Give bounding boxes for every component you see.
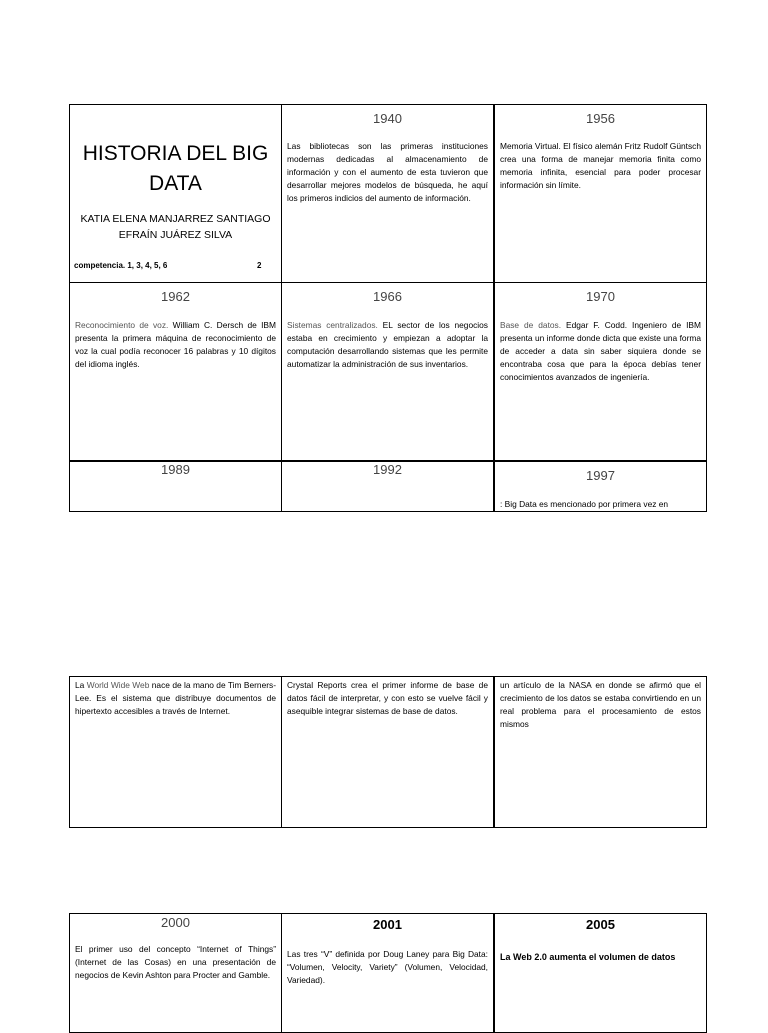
cell-1962 bbox=[69, 282, 282, 461]
lead-1970: Base de datos. bbox=[500, 320, 562, 330]
cell-2001 bbox=[281, 913, 494, 1033]
timeline-table-2 bbox=[69, 676, 707, 828]
text-nasa: un artículo de la NASA en donde se afirmó que el crecimiento de los datos se estaba convirtiendo en un real problema para el procesamiento de estos mismos bbox=[500, 680, 701, 729]
cell-1966 bbox=[281, 282, 494, 461]
timeline-table-3 bbox=[69, 913, 707, 1033]
year-2001: 2001 bbox=[373, 917, 402, 932]
text-crystal: Crystal Reports crea el primer informe de base de datos fácil de interpretar, y con esto se vuelve fácil y asequible integrar sistemas de base de datos. bbox=[287, 680, 488, 716]
cell-www bbox=[69, 676, 282, 828]
competencia-number: 2 bbox=[257, 261, 262, 270]
competencia-label: competencia. 1, 3, 4, 5, 6 bbox=[74, 261, 168, 270]
cell-1997 bbox=[494, 460, 707, 512]
cell-1940 bbox=[281, 104, 494, 283]
cell-nasa bbox=[494, 676, 707, 828]
text-www bbox=[75, 679, 276, 718]
author-2: EFRAÍN JUÁREZ SILVA bbox=[118, 229, 233, 241]
lead-www: World Wide Web bbox=[86, 680, 150, 690]
year-1962: 1962 bbox=[161, 289, 190, 304]
text-1940: Las bibliotecas son las primeras instituciones modernas dedicadas al almacenamiento de información y con el aumento de esta tuvieron que desarrollar mejores modelos de búsqueda, he aquí los primeros indicios del aumento de información. bbox=[287, 141, 488, 203]
cell-2005 bbox=[494, 913, 707, 1033]
pre-www: La bbox=[75, 680, 87, 690]
lead-1966: Sistemas centralizados. bbox=[287, 320, 378, 330]
cell-1970 bbox=[494, 282, 707, 461]
year-1940: 1940 bbox=[373, 111, 402, 126]
year-2000: 2000 bbox=[161, 915, 190, 930]
text-1966 bbox=[287, 319, 488, 371]
body-1966: EL sector de los negocios estaba en crecimiento y empiezan a adoptar la computación desarrollando sistemas que les permite automatizar la administración de sus inventarios. bbox=[287, 320, 488, 369]
year-1992: 1992 bbox=[373, 462, 402, 477]
authors bbox=[74, 211, 277, 243]
year-1989: 1989 bbox=[161, 462, 190, 477]
timeline-table-1 bbox=[69, 104, 707, 512]
year-1956: 1956 bbox=[586, 111, 615, 126]
year-1997: 1997 bbox=[586, 468, 615, 483]
body-www: nace de la mano de Tim Berners-Lee. Es el sistema que distribuye documentos de hipertexto accesibles a través de Internet. bbox=[75, 680, 276, 716]
cell-crystal bbox=[281, 676, 494, 828]
text-1962 bbox=[75, 319, 276, 371]
text-1956: Memoria Virtual. El físico alemán Fritz Rudolf Güntsch crea una forma de manejar memoria finita como memoria infinita, esencial para poder procesar información sin límite. bbox=[500, 141, 701, 190]
text-1997: : Big Data es mencionado por primera vez en bbox=[500, 499, 669, 509]
author-1: KATIA ELENA MANJARREZ SANTIAGO bbox=[80, 213, 271, 225]
document-title: HISTORIA DEL BIG DATA bbox=[82, 142, 269, 195]
cell-2000 bbox=[69, 913, 282, 1033]
text-2000: El primer uso del concepto “Internet of Things” (Internet de las Cosas) en una presentación de negocios de Kevin Ashton para Procter and Gamble. bbox=[75, 944, 276, 980]
cell-1956 bbox=[494, 104, 707, 283]
title-cell bbox=[69, 104, 282, 283]
text-2005: La Web 2.0 aumenta el volumen de datos bbox=[500, 952, 676, 962]
text-1970 bbox=[500, 319, 701, 384]
year-1970: 1970 bbox=[586, 289, 615, 304]
year-1966: 1966 bbox=[373, 289, 402, 304]
text-2001: Las tres “V” definida por Doug Laney para Big Data: “Volumen, Velocity, Variety” (Volumen, Velocidad, Variedad). bbox=[287, 949, 488, 985]
body-1962: William C. Dersch de IBM presenta la primera máquina de reconocimiento de voz la cual podía reconocer 16 palabras y 10 dígitos del idioma inglés. bbox=[75, 320, 276, 369]
cell-1992 bbox=[281, 460, 494, 512]
body-1970: Edgar F. Codd. Ingeniero de IBM presenta un informe donde dicta que existe una forma de acceder a data sin saber siquiera donde se encontraba cosa que para la época debías tener conocimientos avanzados de ingeniería. bbox=[500, 320, 701, 382]
lead-1962: Reconocimiento de voz. bbox=[75, 320, 169, 330]
cell-1989 bbox=[69, 460, 282, 512]
year-2005: 2005 bbox=[586, 917, 615, 932]
